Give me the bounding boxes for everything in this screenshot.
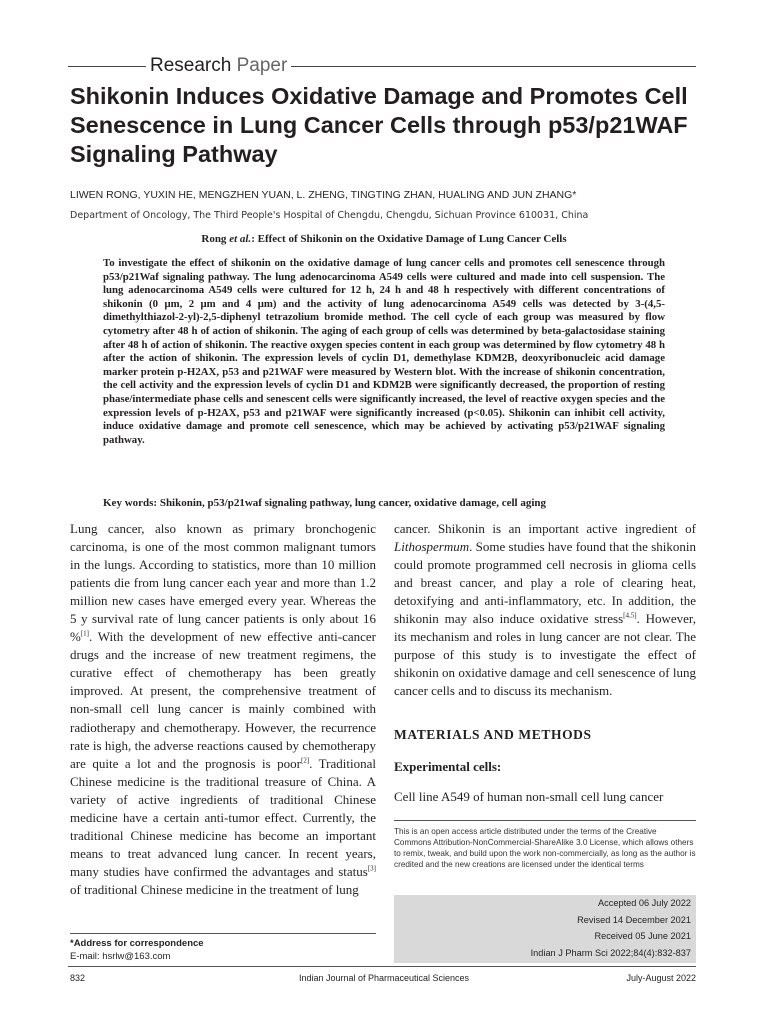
text-segment: . However, its mechanism and roles in lung cancer are not clear. The purpose of this study is to investigate the effect of shikonin on oxidative damage and cell senescence of lung cancer cells and to discuss its mechanism. (394, 611, 696, 699)
correspondence-email: E-mail: hsrlw@163.com (70, 951, 171, 962)
page-title: Shikonin Induces Oxidative Damage and Promotes Cell Senescence in Lung Cancer Cells through p53/p21WAF Signaling Pathway (70, 83, 688, 167)
subsection-heading: Experimental cells: (394, 759, 502, 774)
intro-paragraph-1 (70, 520, 376, 899)
label-research: Research (150, 55, 232, 76)
keywords: Key words: Shikonin, p53/p21waf signaling pathway, lung cancer, oxidative damage, cell aging (103, 497, 547, 509)
affiliation: Department of Oncology, The Third People's Hospital of Chengdu, Chengdu, Sichuan Province 610031, China (70, 210, 589, 221)
citation-ref: [1] (80, 629, 90, 638)
running-title-suffix: : Effect of Shikonin on the Oxidative Damage of Lung Cancer Cells (251, 233, 567, 245)
text-segment: cancer. Shikonin is an important active ingredient of (394, 521, 696, 536)
citation-ref: [3] (367, 864, 376, 873)
text-segment: . With the development of new effective anti-cancer drugs and the increase of new treatment regimens, the curative effect of chemotherapy has been greatly improved. At present, the comprehensive treatment of non-small cell lung cancer is mainly combined with radiotherapy and chemotherapy. However, the recurrence rate is high, the adverse reactions caused by chemotherapy are quite a lot and the prognosis is poor (70, 629, 376, 771)
label-paper: Paper (236, 55, 288, 76)
running-title (70, 232, 698, 246)
experimental-text: Cell line A549 of human non-small cell lung cancer (394, 789, 664, 804)
citation-ref: [2] (301, 756, 310, 765)
page-number: 832 (70, 973, 86, 983)
correspondence-rule (70, 933, 376, 934)
body-column-left (70, 520, 376, 899)
license-note: This is an open access article distributed under the terms of the Creative Commons Attribution-NonCommercial-ShareAlike 3.0 License, which allows others to remix, tweak, and build upon the work non-commercially, as long as the author is credited and the new creations are licensed under the identical terms (394, 827, 696, 869)
intro-paragraph-2 (394, 520, 696, 700)
dates-box (394, 895, 696, 963)
body-column-right (394, 520, 696, 700)
footer-rule (68, 966, 696, 967)
section-heading: MATERIALS AND METHODS (394, 727, 592, 742)
genus-name: Lithospermum (394, 539, 470, 555)
citation: Indian J Pharm Sci 2022;84(4):832-837 (530, 947, 691, 958)
text-segment: . Some studies have found that the shikonin could promote programmed cell necrosis in glioma cells and breast cancer, and play a role of clearing heat, detoxifying and anti-inflammatory, etc. In addition, the shikonin may also induce oxidative stress (394, 539, 696, 627)
correspondence-title: *Address for correspondence (70, 938, 204, 949)
journal-name: Indian Journal of Pharmaceutical Sciences (298, 973, 470, 983)
issue-date: July-August 2022 (626, 973, 696, 983)
text-segment: . Traditional Chinese medicine is the traditional treasure of China. A variety of active ingredients of traditional Chinese medicine have a certain anti-tumor effect. Currently, the traditional Chinese medicine has become an important means to treat advanced lung cancer. In recent years, many studies have confirmed the advantages and status (70, 755, 376, 879)
author-list: LIWEN RONG, YUXIN HE, MENGZHEN YUAN, L. ZHENG, TINGTING ZHAN, HUALING AND JUN ZHANG* (70, 189, 577, 201)
citation-ref: [4,5] (623, 611, 637, 620)
running-title-etal: et al. (229, 233, 252, 245)
article-type-label (146, 54, 291, 78)
abstract: To investigate the effect of shikonin on the oxidative damage of lung cancer cells and promotes cell senescence through p53/p21Waf signaling pathway. The lung adenocarcinoma A549 cells were cultured and made into cell suspension. The lung adenocarcinoma A549 cells were cultured for 12 h, 24 h and 48 h respectively with different concentrations of shikonin (0 μm, 2 μm and 4 μm) and the activity of lung adenocarcinoma A549 cells was detected by 3-(4,5-dimethylthiazol-2-yl)-2,5-diphenyl tetrazolium bromide method. The cell cycle of each group was measured by flow cytometry after 48 h of action of shikonin. The aging of each group of cells was determined by beta-galactosidase staining after 48 h of action of shikonin. The reactive oxygen species content in each group was determined by flow cytometry 48 h after the action of shikonin. The expression levels of cyclin D1, demethylase KDM2B, deoxyribonucleic acid damage marker protein p-H2AX, p53 and p21WAF were measured by Western blot. With the increase of shikonin concentration, the cell activity and the expression levels of cyclin D1 and KDM2B were significantly decreased, the proportion of resting phase/intermediate phase cells and senescent cells were significantly increased, the level of reactive oxygen species and the expression levels of p-H2AX, p53 and p21WAF were significantly increased (p<0.05). Shikonin can inhibit cell activity, induce oxidative damage and promote cell senescence, which may be achieved by activating p53/p21WAF signaling pathway. (103, 257, 665, 446)
received-date: Received 05 June 2021 (594, 931, 691, 941)
text-segment: Lung cancer, also known as primary bronchogenic carcinoma, is one of the most common malignant tumors in the lungs. According to statistics, more than 10 million patients die from lung cancer each year and more than 1.2 million new cases have emerged every year. Whereas the 5 y survival rate of lung cancer patients is only about 16 % (70, 521, 376, 645)
revised-date: Revised 14 December 2021 (577, 914, 691, 925)
text-segment: of traditional Chinese medicine in the treatment of lung (70, 881, 359, 897)
accepted-date: Accepted 06 July 2022 (598, 898, 691, 908)
license-rule (394, 820, 696, 821)
running-title-prefix: Rong (201, 233, 230, 245)
